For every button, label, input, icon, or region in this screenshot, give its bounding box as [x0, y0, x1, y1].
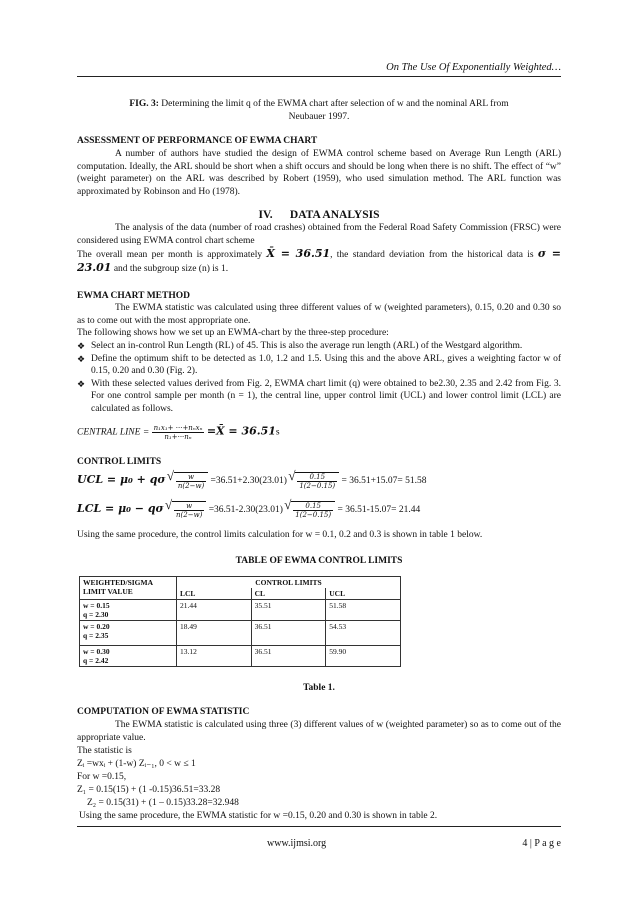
method-bullet-list [77, 340, 561, 416]
sqrt-icon [174, 472, 208, 490]
ewma-control-limits-table [79, 576, 401, 667]
diamond-bullet-icon: ❖ [77, 378, 86, 389]
running-head: On The Use Of Exponentially Weighted… [386, 62, 561, 73]
section-title: DATA ANALYSIS [289, 209, 380, 221]
lcl-mid: =36.51-2.30(23.01) [208, 505, 283, 516]
table-row [80, 621, 401, 646]
table-header-weight [80, 577, 177, 600]
section-heading [77, 209, 561, 222]
cell-q: q = 2.30 [83, 610, 109, 619]
table-row [80, 646, 401, 667]
table-cell-ucl: 51.58 [326, 600, 401, 621]
ucl-mid: =36.51+2.30(23.01) [210, 476, 287, 487]
section-number: IV. [258, 209, 273, 221]
lcl-equation [77, 501, 561, 519]
list-item [77, 340, 561, 353]
data-analysis-para1: The analysis of the data (number of road crashes) obtained from the Federal Road Safety Commission (FRSC) were considered using EWMA control chart scheme [77, 223, 561, 246]
diamond-bullet-icon: ❖ [77, 341, 86, 351]
bullet-text: Select an in-control Run Length (RL) of 45. This is also the average run length (ARL) of the Westgard algorithm. [91, 341, 523, 351]
table-header-cl: CL [251, 588, 326, 600]
central-line-fraction [152, 424, 205, 441]
figure-caption-line1: Determining the limit q of the EWMA chart after selection of w and the nominal ARL from [161, 99, 509, 109]
table-cell-lcl: 21.44 [177, 600, 252, 621]
fraction-numerator: √ w [176, 473, 206, 482]
figure-caption [77, 98, 561, 123]
table-cell-cl: 36.51 [251, 646, 326, 667]
table-cell-ucl: 54.53 [326, 621, 401, 646]
table-header-control-limits: CONTROL LIMITS [177, 577, 401, 589]
lcl-fraction2 [293, 502, 333, 519]
fraction-denominator: n(2−w) [176, 511, 203, 519]
bullet-text: With these selected values derived from Fig. 2, EWMA chart limit (q) were obtained to be2.30, 2.35 and 2.42 from Fig. 3. For one control sample per month (n = 1), the central line, upper control limit (UCL) and lower control limit (LCL) are calculated as follows. [91, 378, 561, 414]
sqrt-icon [291, 501, 335, 519]
z2-line: Z₂ = 0.15(31) + (1 – 0.15)33.28=32.948 [87, 798, 239, 808]
cell-w: w = 0.30 [83, 647, 110, 656]
mean-symbol: X̄ = 36.51 [266, 247, 331, 260]
method-para1: The EWMA statistic was calculated using three different values of w (weighted parameters), 0.15, 0.20 and 0.30 so as to come out with the most appropriate one. [77, 303, 561, 326]
lcl-fraction [174, 502, 204, 519]
method-heading: EWMA CHART METHOD [77, 291, 190, 301]
sigma-symbol: σ = 23.01 [77, 247, 561, 274]
data-analysis-para2 [77, 248, 561, 275]
fraction-denominator: 1(2−0.15) [299, 482, 336, 490]
table-cell-weight [80, 646, 177, 667]
ucl-fraction [176, 473, 206, 490]
ucl-rhs: = 36.51+15.07= 51.58 [341, 476, 427, 487]
page-number: 4 | P a g e [522, 838, 561, 849]
diamond-bullet-icon: ❖ [77, 353, 86, 364]
cell-w: w = 0.20 [83, 622, 110, 631]
table-cell-ucl: 59.90 [326, 646, 401, 667]
para2-text-b: , the standard deviation from the historical data is [330, 250, 538, 260]
bullet-text: Define the optimum shift to be detected as 1.0, 1.2 and 1.5. Using this and the above ARL, gives a weighting factor w of 0.15, 0.20 and 0.30 (Fig. 2). [91, 353, 561, 377]
central-line-result: =X̄ = 36.51 [206, 424, 276, 438]
table-header-ucl: UCL [326, 588, 401, 600]
fraction-denominator: n₁+···nₙ [164, 433, 192, 441]
statistic-formula: Zᵢ =wxᵢ + (1-w) Zᵢ₋₁, 0 < w ≤ 1 [77, 759, 196, 769]
header-weight-line2: LIMIT VALUE [83, 587, 133, 596]
figure-caption-line2: Neubauer 1997. [288, 111, 350, 122]
lcl-lhs: LCL = μ₀ − qσ [77, 502, 164, 516]
computation-para1: The EWMA statistic is calculated using three (3) different values of w (weighted parameter) so as to come out of the appropriate value. [77, 720, 561, 743]
ucl-equation [77, 472, 561, 490]
fraction-numerator: √ w [174, 502, 204, 511]
header-weight-line1: WEIGHTED/SIGMA [83, 578, 154, 587]
table-cell-cl: 36.51 [251, 621, 326, 646]
fraction-numerator: n₁x₁+ ···+nₙxₙ [153, 424, 203, 432]
lcl-rhs: = 36.51-15.07= 21.44 [337, 505, 421, 516]
table-cell-lcl: 13.12 [177, 646, 252, 667]
table-title: TABLE OF EWMA CONTROL LIMITS [235, 556, 403, 566]
cell-q: q = 2.42 [83, 656, 109, 665]
assessment-heading: ASSESSMENT OF PERFORMANCE OF EWMA CHART [77, 136, 318, 146]
sqrt-icon [172, 501, 206, 519]
central-line-label: CENTRAL LINE = [77, 427, 152, 438]
computation-note: Using the same procedure, the EWMA statistic for w =0.15, 0.20 and 0.30 is shown in table 2. [79, 811, 438, 821]
control-limits-heading: CONTROL LIMITS [77, 457, 162, 467]
fraction-denominator: n(2−w) [177, 482, 205, 490]
table-caption: Table 1. [303, 683, 335, 693]
para2-text-c: and the subgroup size (n) is 1. [111, 263, 229, 274]
header-rule [77, 76, 561, 77]
cell-w: w = 0.15 [83, 601, 110, 610]
statistic-line: The statistic is [77, 746, 132, 756]
computation-heading: COMPUTATION OF EWMA STATISTIC [77, 707, 250, 717]
for-w-line: For w =0.15, [77, 772, 127, 782]
footer-rule [77, 826, 561, 827]
table-cell-weight [80, 600, 177, 621]
z1-line: Z₁ = 0.15(15) + (1 -0.15)36.51=33.28 [77, 785, 221, 795]
figure-label: FIG. 3: [129, 99, 159, 109]
central-line-equation [77, 424, 561, 441]
control-limits-note: Using the same procedure, the control limits calculation for w = 0.1, 0.2 and 0.3 is shown in table 1 below. [77, 530, 483, 540]
ucl-fraction2 [297, 473, 337, 490]
method-para2: The following shows how we set up an EWMA-chart by the three-step procedure: [77, 328, 389, 338]
cell-q: q = 2.35 [83, 631, 109, 640]
sqrt-icon [295, 472, 339, 490]
ucl-lhs: UCL = μ₀ + qσ [77, 473, 166, 487]
table-header-row [80, 577, 401, 589]
list-item [77, 378, 561, 416]
table-row [80, 600, 401, 621]
table-header-lcl: LCL [177, 588, 252, 600]
assessment-paragraph: A number of authors have studied the design of EWMA control scheme based on Average Run Length (ARL) computation. Ideally, the ARL should be short when a shift occurs and should be long when there is no shift. The effect of “w” (weight parameter) on the ARL was described by Robert (1959), who used simulation method. The ARL function was approximated by Robinson and Ho (1978). [77, 149, 561, 197]
table-cell-lcl: 18.49 [177, 621, 252, 646]
footer-url-link[interactable]: www.ijmsi.org [267, 838, 327, 849]
para2-text-a: The overall mean per month is approximately [77, 250, 267, 260]
table-cell-weight [80, 621, 177, 646]
fraction-denominator: 1(2−0.15) [295, 511, 332, 519]
table-cell-cl: 35.51 [251, 600, 326, 621]
fraction-numerator: √ 0.15 [293, 502, 333, 511]
list-item [77, 353, 561, 378]
fraction-numerator: √ 0.15 [297, 473, 337, 482]
central-line-tail: s [275, 427, 280, 438]
